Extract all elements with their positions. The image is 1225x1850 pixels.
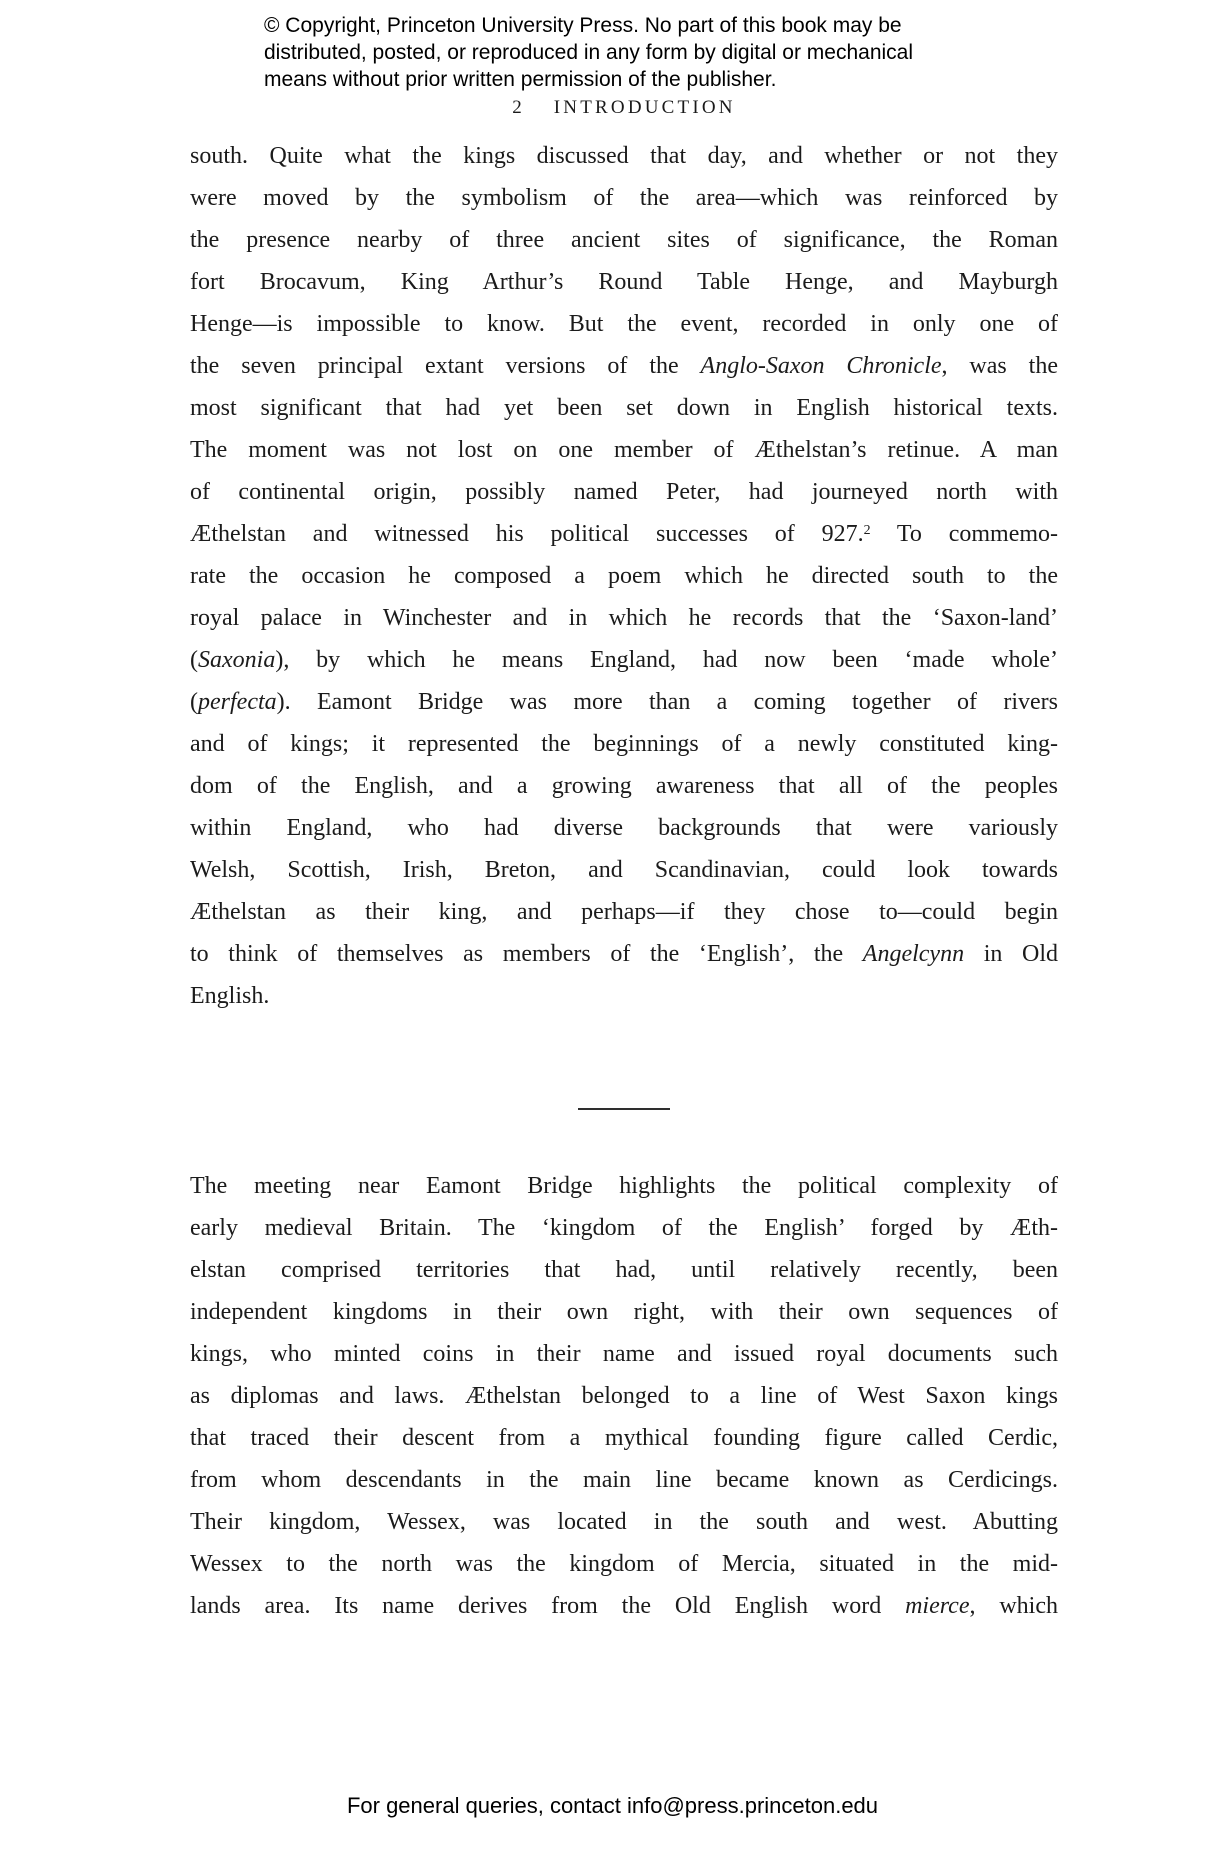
text-line: as diplomas and laws. Æthelstan belonged to a line of West Saxon kings <box>190 1383 1058 1409</box>
page-header <box>190 97 1058 119</box>
text-line: were moved by the symbolism of the area—which was reinforced by <box>190 185 1058 211</box>
text-line: of continental origin, possibly named Peter, had journeyed north with <box>190 479 1058 505</box>
text-line: English. <box>190 983 270 1009</box>
text-line: that traced their descent from a mythical founding figure called Cerdic, <box>190 1425 1058 1451</box>
text-line: Wessex to the north was the kingdom of Mercia, situated in the mid- <box>190 1551 1058 1577</box>
page-number: 2 <box>512 97 522 118</box>
text-line: (perfecta). Eamont Bridge was more than a coming together of rivers <box>190 689 1058 715</box>
text-line: within England, who had diverse backgrounds that were variously <box>190 815 1058 841</box>
paragraph-2 <box>190 1165 1058 1627</box>
text-line: lands area. Its name derives from the Old English word mierce, which <box>190 1593 1058 1619</box>
text-line: the seven principal extant versions of the Anglo-Saxon Chronicle, was the <box>190 353 1058 379</box>
text-line: The moment was not lost on one member of Æthelstan’s retinue. A man <box>190 437 1058 463</box>
copyright-line-3: means without prior written permission of the publisher. <box>264 68 777 91</box>
text-line: elstan comprised territories that had, until relatively recently, been <box>190 1257 1058 1283</box>
text-line: the presence nearby of three ancient sites of significance, the Roman <box>190 227 1058 253</box>
text-line: kings, who minted coins in their name and issued royal documents such <box>190 1341 1058 1367</box>
footer-contact: For general queries, contact info@press.princeton.edu <box>346 1793 879 1818</box>
text-line: early medieval Britain. The ‘kingdom of the English’ forged by Æth- <box>190 1215 1058 1241</box>
text-line: and of kings; it represented the beginnings of a newly constituted king- <box>190 731 1058 757</box>
text-line: Æthelstan as their king, and perhaps—if they chose to—could begin <box>190 899 1058 925</box>
text-line: (Saxonia), by which he means England, had now been ‘made whole’ <box>190 647 1058 673</box>
text-line: The meeting near Eamont Bridge highlights the political complexity of <box>190 1173 1058 1199</box>
copyright-line-2: distributed, posted, or reproduced in any form by digital or mechanical <box>264 41 914 64</box>
running-title: INTRODUCTION <box>553 97 736 118</box>
text-line: Henge—is impossible to know. But the event, recorded in only one of <box>190 311 1058 337</box>
text-line: Their kingdom, Wessex, was located in the south and west. Abutting <box>190 1509 1058 1535</box>
text-line: from whom descendants in the main line became known as Cerdicings. <box>190 1467 1058 1493</box>
text-line: south. Quite what the kings discussed that day, and whether or not they <box>190 143 1058 169</box>
text-line: most significant that had yet been set down in English historical texts. <box>190 395 1058 421</box>
text-line: Æthelstan and witnessed his political successes of 927.$^2$ To commemo- <box>190 521 1058 547</box>
text-line: royal palace in Winchester and in which he records that the ‘Saxon-land’ <box>190 605 1058 631</box>
text-line: fort Brocavum, King Arthur’s Round Table Henge, and Mayburgh <box>190 269 1058 295</box>
copyright-notice <box>264 12 913 93</box>
text-line: rate the occasion he composed a poem which he directed south to the <box>190 563 1058 589</box>
text-line: dom of the English, and a growing awareness that all of the peoples <box>190 773 1058 799</box>
section-divider <box>578 1108 670 1110</box>
paragraph-1 <box>190 135 1058 1017</box>
copyright-line-1: © Copyright, Princeton University Press. No part of this book may be <box>264 14 902 37</box>
body-text <box>190 135 1058 1627</box>
text-line: to think of themselves as members of the ‘English’, the Angelcynn in Old <box>190 941 1058 967</box>
text-line: independent kingdoms in their own right, with their own sequences of <box>190 1299 1058 1325</box>
text-line: Welsh, Scottish, Irish, Breton, and Scandinavian, could look towards <box>190 857 1058 883</box>
